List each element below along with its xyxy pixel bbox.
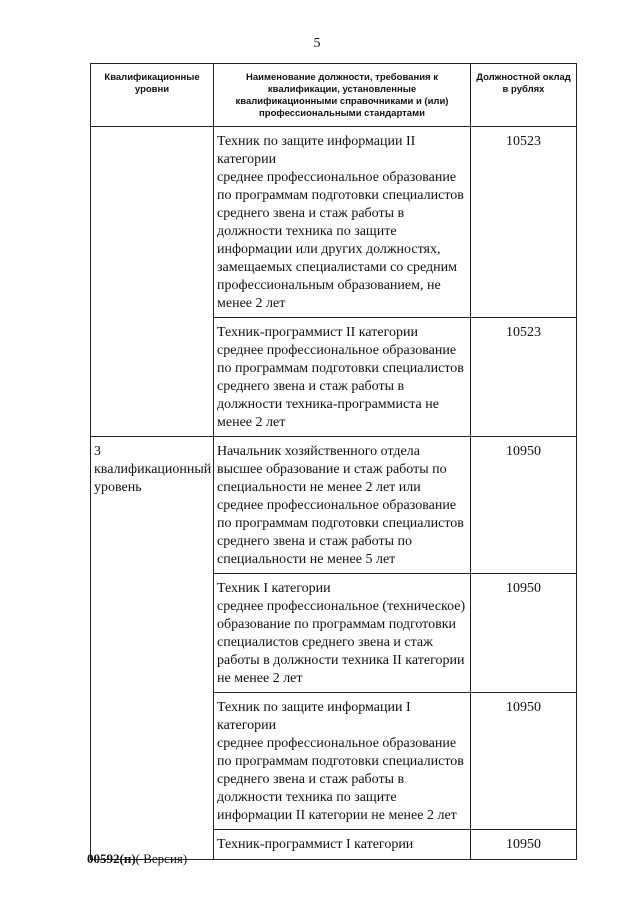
position-title: Начальник хозяйственного отдела [217, 444, 420, 459]
position-cell [214, 318, 471, 437]
qualification-table [90, 63, 577, 860]
salary-cell: 10523 [471, 127, 577, 318]
position-title: Техник-программист II категории [217, 325, 418, 340]
position-cell [214, 437, 471, 574]
salary-cell: 10950 [471, 574, 577, 693]
position-requirement: среднее профессиональное образование по программам подготовки специалистов среднего звена и стаж работы в должности техника по защите информации или других должностях, замещаемых специалистами со средним профессиональным образованием, не менее 2 лет [217, 170, 464, 311]
table-row [91, 437, 577, 574]
position-cell [214, 693, 471, 830]
position-cell [214, 830, 471, 860]
salary-cell: 10950 [471, 437, 577, 574]
position-title: Техник-программист I категории [217, 837, 414, 852]
table-header-row [91, 64, 577, 127]
position-cell [214, 574, 471, 693]
level-cell: 3 квалификационный уровень [91, 437, 214, 860]
table-row [91, 127, 577, 318]
position-requirement: среднее профессиональное (техническое) образование по программам подготовки специалистов среднего звена и стаж работы в должности техника II категории не менее 2 лет [217, 599, 466, 686]
salary-cell: 10523 [471, 318, 577, 437]
position-cell [214, 127, 471, 318]
position-requirement: среднее профессиональное образование по программам подготовки специалистов среднего звена и стаж работы в должности техника по защите информации II категории не менее 2 лет [217, 736, 464, 823]
level-cell [91, 127, 214, 437]
position-title: Техник по защите информации II категории [217, 134, 416, 167]
header-level: Квалификационные уровни [91, 64, 214, 127]
position-title: Техник по защите информации I категории [217, 700, 411, 733]
position-title: Техник I категории [217, 581, 331, 596]
document-code: 00592(п) [87, 851, 136, 866]
document-version: ( Версия) [135, 851, 188, 866]
salary-cell: 10950 [471, 830, 577, 860]
page-number: 5 [313, 36, 321, 51]
header-salary: Должностной оклад в рублях [471, 64, 577, 127]
position-requirement: среднее профессиональное образование по программам подготовки специалистов среднего звена и стаж работы в должности техника-программиста не менее 2 лет [217, 343, 464, 430]
document-footer [87, 851, 187, 867]
salary-cell: 10950 [471, 693, 577, 830]
header-position: Наименование должности, требования к квалификации, установленные квалификационными справочниками и (или) профессиональными стандартами [214, 64, 471, 127]
position-requirement: высшее образование и стаж работы по специальности не менее 2 лет или среднее профессиональное образование по программам подготовки специалистов среднего звена и стаж работы по специальности не менее 5 лет [217, 462, 464, 567]
